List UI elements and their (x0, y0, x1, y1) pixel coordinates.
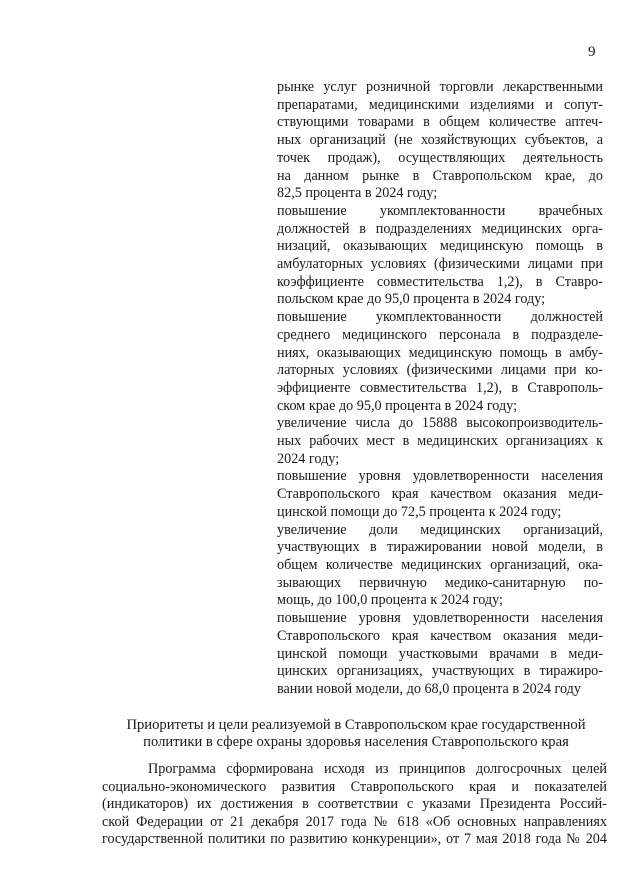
indicator-text-line: ных рабочих мест в медицинских организациях к (277, 433, 603, 450)
body-paragraph (102, 761, 607, 849)
page-number: 9 (588, 44, 596, 60)
indicator-text-line: цинской помощи до 72,5 процента к 2024 году; (277, 503, 562, 520)
indicator-text-line: ствующими товарами в общем количестве аптеч- (277, 114, 603, 131)
indicator-text-line: рынке услуг розничной торговли лекарственными (277, 79, 603, 95)
indicator-text-line: амбулаторных условиях (физическими лицами при (277, 256, 603, 273)
indicator-text-line: должностей в подразделениях медицинских орга- (277, 220, 603, 237)
indicator-text-line: латорных условиях (физическими лицами при ко- (277, 362, 603, 379)
indicator-text-line: Ставропольского края качеством оказания меди- (277, 486, 603, 503)
indicator-list-column (277, 79, 603, 699)
indicator-text-line: эффициенте совместительства 1,2), в Ставрополь- (277, 379, 603, 396)
indicator-text-line: Ставропольского края качеством оказания меди- (277, 627, 603, 644)
paragraph-text-line: социально-экономического развития Ставропольского края и показателей (102, 778, 607, 795)
paragraph-text-line: Программа сформирована исходя из принципов долгосрочных целей (148, 761, 607, 777)
section-heading-line: политики в сфере охраны здоровья населения Ставропольского края (143, 734, 569, 750)
indicator-text-line: среднего медицинского персонала в подразделе- (277, 326, 603, 343)
indicator-text-line: коэффициенте совместительства 1,2), в Ставро- (277, 273, 603, 290)
indicator-text-line: на данном рынке в Ставропольском крае, до (277, 167, 603, 184)
indicator-text-line: вании новой модели, до 68,0 процента в 2024 году (277, 680, 581, 697)
paragraph-text-line: ской Федерации от 21 декабря 2017 года № 618 «Об основных направлениях (102, 813, 607, 830)
indicator-text-line: цинских организациях, участвующих в тиражиро- (277, 663, 603, 680)
indicator-text-line: повышение уровня удовлетворенности населения (277, 610, 603, 627)
indicator-text-line: низаций, оказывающих медицинскую помощь в (277, 238, 603, 255)
indicator-text-line: повышение уровня удовлетворенности населения (277, 468, 603, 485)
indicator-text-line: мощь, до 100,0 процента к 2024 году; (277, 592, 503, 609)
indicator-text-line: повышение укомплектованности должностей (277, 309, 603, 326)
indicator-text-line: 82,5 процента в 2024 году; (277, 185, 438, 202)
indicator-text-line: точек продаж), осуществляющих деятельность (277, 149, 603, 166)
section-heading (96, 717, 616, 751)
indicator-text-line: польском крае до 95,0 процента в 2024 году; (277, 291, 546, 308)
paragraph-text-line: государственной политики по развитию конкуренции», от 7 мая 2018 года № 204 (102, 831, 607, 848)
indicator-text-line: зывающих первичную медико-санитарную по- (277, 574, 603, 591)
indicator-text-line: ных организаций (не хозяйствующих субъектов, а (277, 132, 603, 149)
paragraph-text-line: (индикаторов) их достижения в соответствии с указами Президента Россий- (102, 796, 607, 813)
indicator-text-line: 2024 году; (277, 450, 340, 467)
indicator-text-line: цинской помощи участковыми врачами в меди- (277, 645, 603, 662)
indicator-text-line: препаратами, медицинскими изделиями и сопут- (277, 96, 603, 113)
indicator-text-line: ском крае до 95,0 процента в 2024 году; (277, 397, 518, 414)
indicator-text-line: участвующих в тиражировании новой модели, в (277, 539, 603, 556)
section-heading-line: Приоритеты и цели реализуемой в Ставропольском крае государственной (126, 717, 586, 733)
indicator-text-line: общем количестве медицинских организаций, ока- (277, 556, 603, 573)
indicator-text-line: увеличение числа до 15888 высокопроизводитель- (277, 415, 603, 432)
indicator-text-line: ниях, оказывающих медицинскую помощь в амбу- (277, 344, 603, 361)
indicator-text-line: увеличение доли медицинских организаций, (277, 521, 603, 538)
indicator-text-line: повышение укомплектованности врачебных (277, 202, 603, 219)
